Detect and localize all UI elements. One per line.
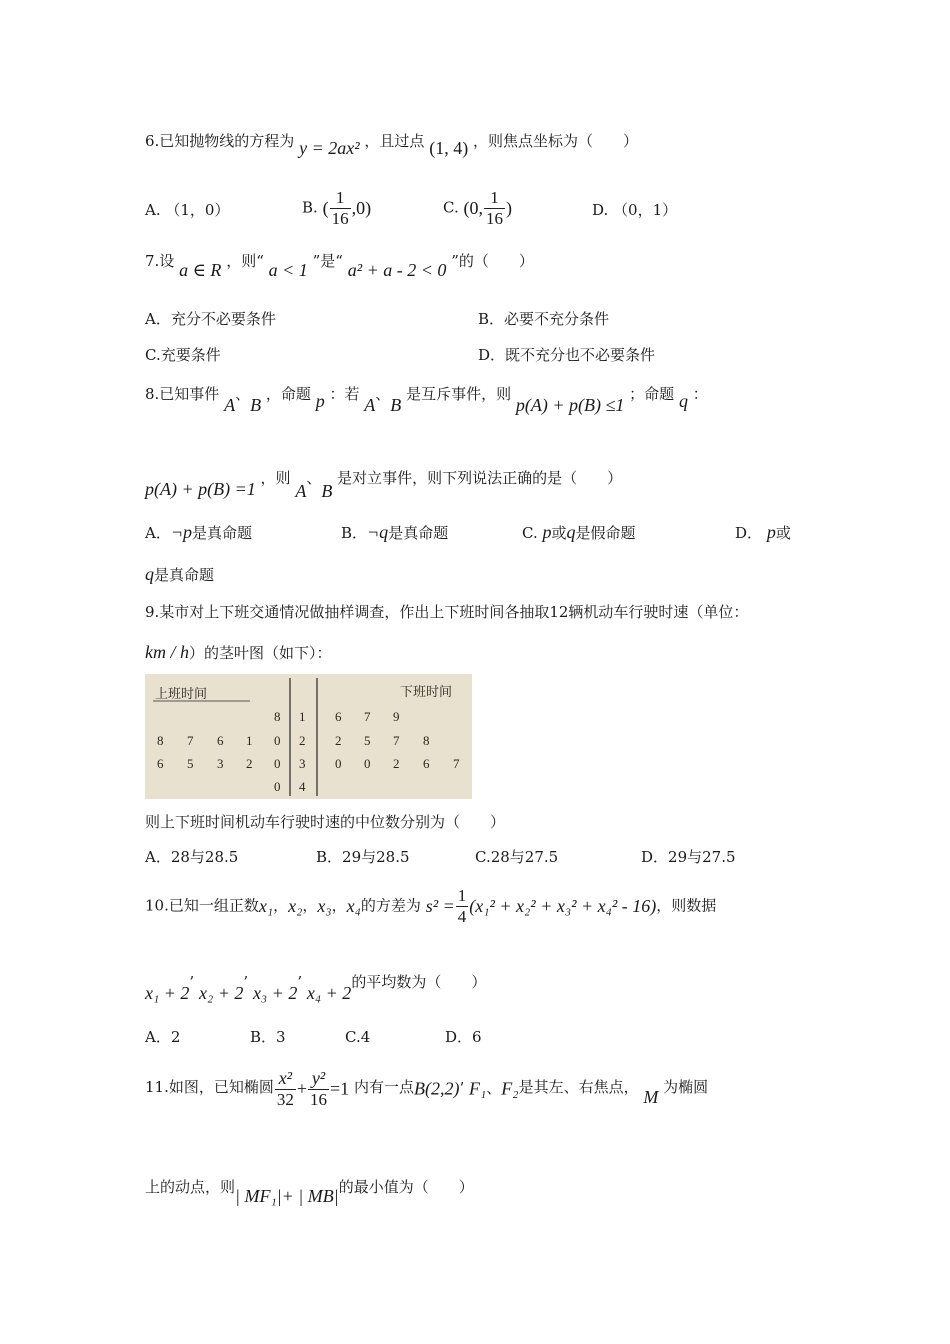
- q8-text: 是对立事件，则下列说法正确的是（ ）: [337, 469, 623, 487]
- separator: ，: [273, 896, 289, 915]
- fraction-denominator: 16: [310, 1089, 328, 1109]
- q6-stem-mid: ，且过点: [364, 132, 425, 150]
- q10-option-a: A．2: [145, 1028, 181, 1046]
- focus-f2: F₂: [501, 1078, 519, 1099]
- variance-rhs: (x₁² + x₂² + x₃² + x₄² - 16): [469, 896, 657, 917]
- option-text: 是真命题: [388, 524, 449, 542]
- separator: ’: [297, 973, 303, 991]
- q9-option-c: C.28与27.5: [475, 848, 559, 866]
- event-a: A: [364, 395, 376, 415]
- stem-leaf-plot: [145, 674, 472, 799]
- right-leaf: 2: [335, 733, 342, 748]
- q6-point: (1, 4): [429, 138, 469, 158]
- fraction-denominator: 16: [486, 208, 503, 228]
- q6-equation: y = 2ax²: [299, 138, 360, 158]
- q11-text: 上的动点，则: [145, 1178, 236, 1196]
- q8-text: ；命题: [629, 385, 675, 403]
- fraction-numerator: 1: [330, 188, 351, 209]
- left-leaf: 0: [274, 779, 281, 794]
- stem-value: 3: [299, 756, 306, 771]
- left-leaf: 1: [246, 733, 253, 748]
- q10-text: 的平均数为（ ）: [351, 973, 487, 991]
- option-math: p: [542, 522, 552, 542]
- separator: 、: [235, 385, 251, 403]
- event-b: B: [321, 481, 333, 501]
- proposition-q: q: [678, 391, 688, 411]
- q10-text: 的方差为: [360, 896, 421, 915]
- focus-f1: F₁: [469, 1078, 487, 1099]
- stem-value: 1: [299, 709, 306, 724]
- option-text: 是真命题: [154, 566, 215, 584]
- q8-option-d-continued: [145, 565, 214, 583]
- q8-stem-line1: [145, 384, 708, 415]
- right-leaf: 7: [453, 756, 460, 771]
- q8-text: ：: [692, 385, 708, 403]
- option-letter: D．: [735, 524, 763, 542]
- ellipse-x-fraction: [275, 1068, 296, 1109]
- right-leaf: 2: [393, 756, 400, 771]
- option-fraction: [330, 188, 351, 228]
- fraction-numerator: y²: [308, 1068, 329, 1090]
- stem-leaf-rows: [157, 709, 460, 794]
- q9-unit: km / h: [145, 642, 189, 662]
- q11-text: 内有一点: [353, 1078, 414, 1096]
- q11-expression: | MF₁|+ | MB|: [235, 1186, 339, 1206]
- left-leaf: 7: [187, 733, 194, 748]
- option-text: 是真命题: [192, 524, 253, 542]
- right-leaf: 6: [423, 756, 430, 771]
- separator: ，: [331, 896, 347, 915]
- right-leaf: 7: [364, 709, 371, 724]
- option-text-pre: (: [322, 198, 329, 219]
- q9-stem-line1: 9.某市对上下班交通情况做抽样调查，作出上下班时间各抽取12辆机动车行驶时速（单位：: [145, 603, 749, 621]
- separator: ’: [459, 1079, 465, 1098]
- option-letter: B．: [341, 524, 368, 542]
- q8-option-d: [735, 523, 791, 541]
- q9-option-b: B．29与28.5: [316, 848, 410, 866]
- q8-text: ：若: [329, 385, 360, 403]
- q8-text: 8.已知事件: [145, 385, 220, 403]
- option-letter: A．: [145, 524, 171, 542]
- q7-option-d: D．既不充分也不必要条件: [478, 346, 656, 364]
- separator: 、: [306, 469, 322, 487]
- q11-text: 11.如图，已知椭圆: [145, 1078, 274, 1096]
- option-text-post: ,0): [351, 198, 372, 219]
- option-letter: C.: [443, 198, 459, 217]
- data-item: x₃ + 2: [252, 983, 298, 1003]
- separator: ’: [243, 973, 249, 991]
- q9-text: ）的茎叶图（如下）：: [189, 644, 332, 662]
- moving-point-m: M: [643, 1086, 659, 1107]
- variance-lhs: s² =: [425, 896, 455, 917]
- q10-var: x₄: [346, 896, 361, 917]
- event-b: B: [390, 395, 402, 415]
- option-math: p: [766, 522, 776, 542]
- data-item: x₄ + 2: [306, 983, 352, 1003]
- left-leaf: 6: [217, 733, 224, 748]
- q10-option-d: D．6: [445, 1028, 482, 1046]
- q7-option-b: B．必要不充分条件: [478, 310, 610, 328]
- option-letter: B.: [302, 198, 318, 217]
- fraction-denominator: 32: [276, 1089, 294, 1109]
- q7-stem-mid1: ，则“: [226, 252, 264, 270]
- right-title: 下班时间: [400, 684, 453, 699]
- option-letter: D.: [592, 201, 609, 219]
- q7-stem: [145, 251, 534, 280]
- stem-value: 4: [299, 779, 306, 794]
- q10-stem-line2: [145, 972, 487, 1003]
- q10-option-c: C.4: [345, 1028, 371, 1046]
- q6-option-a: [145, 203, 229, 218]
- q10-stem-line1: [145, 886, 716, 926]
- q9-stem-line2: [145, 643, 332, 661]
- left-leaf: 6: [157, 756, 164, 771]
- q8-option-c: [522, 523, 636, 541]
- left-leaf: 3: [217, 756, 224, 771]
- option-math: ¬q: [367, 522, 389, 542]
- proposition-p: p: [315, 391, 325, 411]
- right-leaf: 9: [393, 709, 400, 724]
- q11-stem-line2: [145, 1177, 474, 1206]
- right-leaf: 7: [393, 733, 400, 748]
- option-text-pre: (0,: [463, 198, 483, 219]
- option-text: （1，0）: [165, 201, 230, 219]
- left-leaf: 0: [274, 733, 281, 748]
- option-math: q: [566, 522, 576, 542]
- right-leaf: 6: [335, 709, 342, 724]
- right-leaf: 5: [364, 733, 371, 748]
- data-item: x₁ + 2: [145, 983, 190, 1003]
- left-leaf: 0: [274, 756, 281, 771]
- fraction-numerator: x²: [275, 1068, 296, 1090]
- separator: ，: [302, 896, 318, 915]
- fraction-numerator: 1: [457, 886, 467, 905]
- plus-sign: +: [296, 1078, 308, 1099]
- separator: ’: [189, 973, 195, 991]
- q8-text: 是互斥事件，则: [406, 385, 512, 403]
- separator: 、: [375, 385, 391, 403]
- left-leaf: 8: [157, 733, 164, 748]
- option-letter: A.: [145, 201, 161, 219]
- q7-option-c: C.充要条件: [145, 346, 221, 364]
- q7-stem-suffix: ”的（ ）: [451, 252, 534, 270]
- q7-option-a: A．充分不必要条件: [145, 310, 276, 328]
- event-b: B: [250, 395, 262, 415]
- stem-value: 2: [299, 733, 306, 748]
- option-math: q: [145, 564, 154, 584]
- q9-option-a: A．28与28.5: [145, 848, 239, 866]
- q6-option-d: [592, 203, 677, 218]
- fraction-numerator: 1: [484, 188, 505, 209]
- left-leaf: 5: [187, 756, 194, 771]
- option-text: 或: [551, 524, 567, 542]
- q8-option-b: [341, 523, 448, 541]
- option-math: ¬p: [170, 522, 192, 542]
- fraction-denominator: 16: [331, 208, 349, 228]
- q8-text: ，命题: [265, 385, 311, 403]
- option-text: （0，1）: [613, 201, 678, 219]
- separator: 、: [486, 1079, 502, 1098]
- q7-stem-mid2: ”是“: [312, 252, 343, 270]
- right-leaf: 0: [335, 756, 342, 771]
- q7-inequality-2: a² + a - 2 < 0: [347, 260, 447, 280]
- option-text: 是假命题: [575, 524, 636, 542]
- q10-var: x₃: [317, 896, 332, 917]
- ellipse-y-fraction: [308, 1068, 329, 1109]
- q10-var: x₁: [258, 896, 274, 917]
- q8-text: ，则: [260, 469, 291, 487]
- q11-text: 是其左、右焦点，: [518, 1078, 639, 1096]
- q10-var: x₂: [288, 896, 303, 917]
- point-b: B(2,2): [413, 1078, 460, 1099]
- event-a: A: [295, 481, 307, 501]
- q6-option-b: [302, 188, 371, 228]
- option-letter: C.: [522, 524, 538, 542]
- q7-stem-prefix: 7.设: [145, 252, 175, 270]
- q6-stem-suffix: ，则焦点坐标为（ ）: [472, 132, 638, 150]
- equals-one: =1: [330, 1078, 350, 1099]
- q11-text: 为椭圆: [663, 1078, 709, 1096]
- q6-stem-prefix: 6.已知抛物线的方程为: [145, 132, 295, 150]
- left-leaf: 8: [274, 709, 281, 724]
- q9-question: 则上下班时间机动车行驶时速的中位数分别为（ ）: [145, 813, 506, 831]
- q7-condition: a ∈ R: [179, 260, 222, 280]
- q7-inequality-1: a < 1: [268, 260, 308, 280]
- q8-option-a: [145, 523, 252, 541]
- option-fraction: [484, 188, 505, 228]
- q6-option-c: [443, 188, 512, 228]
- q8-equation: p(A) + p(B) =1: [145, 479, 256, 499]
- right-leaf: 0: [364, 756, 371, 771]
- q10-text: 10.已知一组正数: [145, 896, 259, 915]
- q8-stem-line2: [145, 468, 623, 501]
- data-item: x₂ + 2: [198, 983, 244, 1003]
- fraction-denominator: 4: [457, 906, 467, 926]
- q6-stem: [145, 131, 638, 158]
- q10-option-b: B．3: [250, 1028, 286, 1046]
- q10-text: ，则数据: [656, 896, 717, 915]
- variance-fraction: [456, 886, 469, 926]
- q9-option-d: D．29与27.5: [641, 848, 736, 866]
- right-leaf: 8: [423, 733, 430, 748]
- left-title: 上班时间: [155, 686, 208, 701]
- q8-inequality: p(A) + p(B) ≤1: [515, 395, 625, 415]
- option-text: 或: [775, 524, 791, 542]
- q11-text: 的最小值为（ ）: [338, 1178, 474, 1196]
- event-a: A: [224, 395, 236, 415]
- option-text-post: ): [506, 198, 512, 219]
- q11-stem-line1: [145, 1068, 708, 1109]
- left-leaf: 2: [246, 756, 253, 771]
